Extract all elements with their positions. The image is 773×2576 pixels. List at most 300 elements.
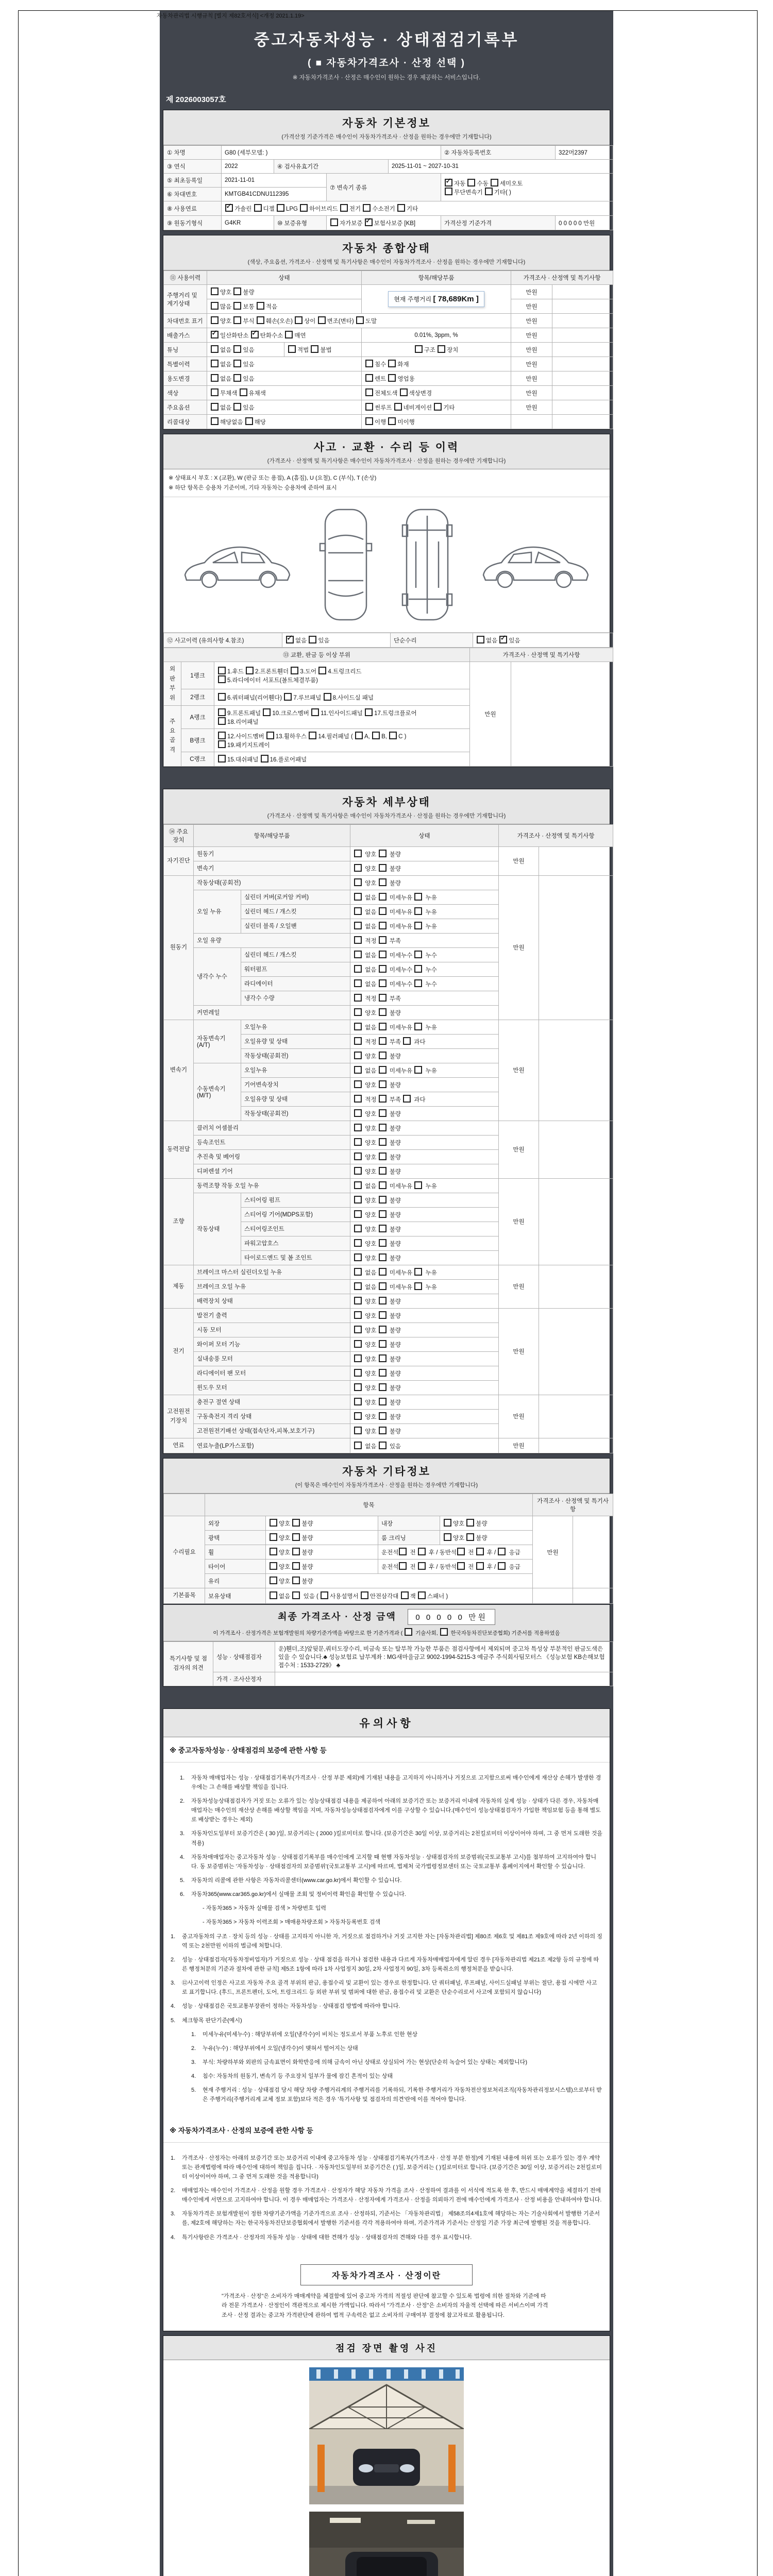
checkbox[interactable] — [309, 636, 316, 643]
checkbox[interactable] — [292, 1577, 300, 1584]
form-cell: 단순수리 — [391, 633, 473, 648]
checkbox[interactable] — [379, 1124, 386, 1131]
form-cell: 색상 — [164, 386, 207, 400]
checkbox[interactable] — [354, 1052, 362, 1059]
checkbox[interactable] — [263, 708, 271, 716]
form-cell: ⑤ 최초등록일 — [164, 174, 222, 188]
checkbox[interactable] — [354, 1153, 362, 1160]
report-subtitle: ( ■ 자동차가격조사 · 산정 선택 ) — [307, 58, 466, 69]
checkbox[interactable] — [354, 1326, 362, 1333]
checkbox[interactable] — [400, 388, 408, 396]
checkbox[interactable] — [379, 1023, 386, 1030]
form-cell: 가격 · 조사산정자 — [213, 1672, 275, 1686]
checkbox[interactable] — [476, 1562, 484, 1570]
checkbox[interactable] — [379, 1311, 386, 1319]
checkbox[interactable] — [414, 1066, 422, 1074]
checkbox[interactable] — [211, 345, 219, 353]
checkbox[interactable] — [379, 1196, 386, 1204]
checkbox[interactable] — [403, 1095, 411, 1103]
checkbox[interactable] — [361, 1591, 368, 1599]
form-cell: 브레이크 마스터 실린더오일 누유 — [194, 1265, 350, 1279]
checkbox[interactable] — [354, 1442, 362, 1449]
checkbox[interactable] — [379, 1052, 386, 1059]
checkbox[interactable] — [466, 1533, 474, 1541]
checkbox[interactable] — [270, 1562, 277, 1570]
checkbox[interactable] — [418, 1548, 426, 1555]
checkbox[interactable] — [379, 1282, 386, 1290]
form-cell: 0 0 0 0 0 만원 — [556, 216, 613, 230]
checkbox[interactable] — [379, 1080, 386, 1088]
form-cell: 스티어링 기어(MDPS포함) — [241, 1207, 350, 1222]
form-cell: 양호 불량 — [350, 1005, 499, 1020]
checkbox[interactable] — [354, 1282, 362, 1290]
checkbox[interactable] — [300, 204, 308, 212]
checkbox[interactable] — [354, 1268, 362, 1276]
checkbox[interactable] — [444, 1519, 451, 1527]
checkbox[interactable] — [394, 403, 402, 411]
checkbox[interactable] — [365, 708, 373, 716]
accident-flag-table — [163, 633, 610, 648]
form-cell: 디퍼렌셜 기어 — [194, 1164, 350, 1178]
checkbox[interactable] — [233, 374, 241, 382]
form-cell: 가격산정 기준가격 — [441, 216, 556, 230]
checkbox[interactable] — [292, 1591, 300, 1599]
checkbox[interactable] — [491, 179, 498, 187]
checkbox[interactable] — [365, 374, 373, 382]
checkbox[interactable] — [354, 893, 362, 901]
checkbox[interactable] — [379, 1297, 386, 1304]
form-cell: 6.쿼터패널(리어휀다) 7.루브패널 8.사이드실 패널 — [214, 689, 470, 705]
checkbox[interactable] — [414, 979, 422, 987]
checkbox[interactable] — [324, 693, 331, 701]
checkbox[interactable] — [354, 922, 362, 929]
section-subtitle: (이 항목은 매수인이 자동차가격조사 · 산정을 원하는 경우에만 기재합니다) — [295, 1482, 478, 1489]
form-cell: 오일 유량 — [194, 933, 350, 947]
section-notices — [163, 1708, 610, 2331]
checkbox[interactable] — [379, 1167, 386, 1175]
form-cell: 타이어 — [205, 1560, 266, 1574]
checkbox[interactable] — [218, 732, 226, 739]
checkbox[interactable] — [354, 1066, 362, 1074]
form-cell: 고전원전기배선 상태(접속단자,피복,보호기구) — [194, 1423, 350, 1438]
form-cell: ✓자동 수동 세미오토 무단변속기 기타( ) — [441, 174, 613, 201]
checkbox[interactable] — [211, 403, 219, 411]
checkbox[interactable] — [211, 302, 219, 310]
form-cell: 냉각수 수량 — [241, 991, 350, 1005]
checkbox[interactable] — [457, 1562, 465, 1570]
checkbox[interactable] — [288, 345, 296, 353]
checkbox[interactable] — [414, 965, 422, 973]
checkbox[interactable] — [270, 1577, 277, 1584]
form-cell: ④ 검사유효기간 — [274, 160, 389, 174]
checkbox[interactable] — [354, 1340, 362, 1348]
checkbox[interactable] — [414, 951, 422, 958]
form-cell: 유리 — [205, 1574, 266, 1588]
photos-title: 점검 장면 촬영 사진 — [163, 2336, 610, 2360]
checkbox[interactable] — [379, 1340, 386, 1348]
checkbox[interactable] — [354, 1037, 362, 1045]
checkbox[interactable] — [354, 878, 362, 886]
checkbox[interactable] — [379, 850, 386, 857]
notice-item — [180, 1797, 602, 1824]
notice-item-number: 2. — [191, 2045, 196, 2052]
checkbox[interactable] — [379, 1066, 386, 1074]
form-cell — [552, 343, 613, 357]
checkbox[interactable] — [354, 979, 362, 987]
checkbox[interactable] — [309, 732, 316, 739]
checkbox[interactable] — [270, 1533, 277, 1541]
checkbox[interactable] — [445, 188, 452, 195]
form-cell — [573, 1588, 613, 1603]
form-cell: ⑫ 사고이력 (유의사항 4.참조) — [164, 633, 282, 648]
checkbox[interactable] — [318, 316, 326, 324]
form-cell: 전기 — [164, 1308, 194, 1395]
checkbox[interactable] — [311, 708, 319, 716]
notice-item — [171, 1932, 602, 1951]
form-cell: 특별이력 — [164, 357, 207, 371]
price-survey-box-title: 자동차가격조사 · 산정이란 — [300, 2264, 473, 2285]
checkbox[interactable] — [414, 893, 422, 901]
checkbox[interactable] — [285, 331, 293, 338]
checkbox[interactable] — [356, 316, 364, 324]
checkbox[interactable] — [403, 1037, 411, 1045]
form-cell: 없음 미세누유 누유 — [350, 904, 499, 919]
checkbox[interactable] — [233, 287, 241, 295]
checkbox[interactable] — [379, 936, 386, 944]
checkbox[interactable] — [233, 345, 241, 353]
checkbox[interactable] — [365, 360, 373, 367]
checkbox[interactable] — [354, 1095, 362, 1103]
checkbox[interactable] — [277, 204, 284, 212]
checkbox[interactable] — [365, 388, 373, 396]
checkbox[interactable] — [354, 1297, 362, 1304]
checkbox[interactable] — [318, 667, 326, 674]
checkbox[interactable] — [414, 922, 422, 929]
form-cell: 수리필요 — [164, 1516, 205, 1588]
checkbox[interactable] — [379, 922, 386, 929]
checkbox[interactable] — [379, 1181, 386, 1189]
checkbox[interactable] — [466, 1519, 474, 1527]
checkbox[interactable] — [354, 1354, 362, 1362]
checkbox[interactable] — [363, 204, 371, 212]
form-cell — [552, 357, 613, 371]
checkbox[interactable] — [354, 1311, 362, 1319]
checkbox[interactable] — [379, 1153, 386, 1160]
checkbox[interactable] — [365, 417, 373, 425]
form-cell: 오일누유 — [241, 1020, 350, 1034]
checkbox[interactable] — [388, 417, 396, 425]
checkbox[interactable] — [218, 708, 226, 716]
form-cell: 실린더 헤드 / 개스킷 — [241, 904, 350, 919]
notice-item-text: 부식: 차량하부와 외판의 금속표면이 화학반응에 의해 금속이 아닌 상태로 상실되어 가는 현상(단순히 녹슬어 있는 상태는 제외합니다) — [203, 2059, 528, 2065]
column-header: 항목/해당부품 — [194, 824, 350, 846]
checkbox[interactable] — [485, 188, 493, 195]
form-cell: 렌트 영업용 — [362, 371, 511, 386]
checkbox-checked[interactable] — [365, 218, 373, 226]
checkbox-checked[interactable] — [499, 636, 507, 643]
checkbox[interactable] — [354, 1210, 362, 1218]
form-cell: ① 차명 — [164, 146, 222, 160]
form-cell: 실린더 커버(로커암 커버) — [241, 890, 350, 904]
column-header: 항목/해당부품 — [362, 271, 511, 285]
notice-item-text: 자동차365(www.car365.go.kr)에서 실매물 조회 및 정비이력 확인을 확인할 수 있습니다. — [191, 1891, 406, 1898]
checkbox[interactable] — [295, 316, 303, 324]
checkbox[interactable] — [354, 1181, 362, 1189]
checkbox[interactable] — [399, 1562, 407, 1570]
form-cell: 양호 불량 — [350, 1193, 499, 1207]
column-header: 가격조사 · 산정액 및 특기사항 — [470, 648, 613, 662]
checkbox[interactable] — [379, 1109, 386, 1117]
form-cell: 오일누유 — [241, 1063, 350, 1077]
form-cell: 조향 — [164, 1178, 194, 1265]
checkbox[interactable] — [354, 850, 362, 857]
checkbox[interactable] — [354, 965, 362, 973]
checkbox[interactable] — [498, 1562, 506, 1570]
checkbox[interactable] — [418, 1562, 426, 1570]
section-other-info — [163, 1458, 610, 1686]
checkbox[interactable] — [233, 403, 241, 411]
notice-item-number: 1. — [171, 2155, 176, 2161]
checkbox[interactable] — [405, 1628, 412, 1636]
checkbox[interactable] — [414, 1023, 422, 1030]
checkbox[interactable] — [379, 1008, 386, 1016]
form-cell: A랭크 — [181, 705, 214, 728]
form-cell: G80 (세부모델: ) — [222, 146, 441, 160]
checkbox[interactable] — [457, 1548, 465, 1555]
form-cell: 연료누출(LP가스포함) — [194, 1438, 350, 1453]
checkbox[interactable] — [261, 755, 268, 762]
checkbox[interactable] — [270, 1519, 277, 1527]
checkbox[interactable] — [476, 1548, 484, 1555]
checkbox[interactable] — [330, 218, 338, 226]
checkbox[interactable] — [354, 1369, 362, 1377]
form-cell: 양호 불량 — [350, 861, 499, 875]
checkbox[interactable] — [415, 345, 423, 353]
checkbox[interactable] — [270, 1548, 277, 1555]
checkbox[interactable] — [354, 864, 362, 872]
checkbox[interactable] — [354, 1253, 362, 1261]
checkbox[interactable] — [379, 979, 386, 987]
checkbox[interactable] — [211, 417, 219, 425]
checkbox[interactable] — [379, 878, 386, 886]
form-cell: 외장 — [205, 1516, 266, 1531]
form-cell: 1랭크 — [181, 662, 214, 689]
checkbox[interactable] — [388, 360, 396, 367]
checkbox[interactable] — [354, 1023, 362, 1030]
checkbox[interactable] — [401, 1591, 409, 1599]
checkbox[interactable] — [379, 1442, 386, 1449]
checkbox[interactable] — [379, 1037, 386, 1045]
checkbox[interactable] — [354, 1196, 362, 1204]
checkbox[interactable] — [218, 740, 226, 748]
checkbox[interactable] — [498, 1548, 506, 1555]
checkbox[interactable] — [218, 693, 226, 701]
checkbox-checked[interactable] — [251, 331, 259, 338]
checkbox[interactable] — [354, 1398, 362, 1405]
checkbox[interactable] — [440, 1628, 448, 1636]
checkbox[interactable] — [354, 994, 362, 1002]
notice-item-text: 중고자동차의 구조 · 장치 등의 성능 · 상태를 고지하지 아니한 자, 거짓으로 점검하거나 거짓 고지한 자는 [자동차관리법] 제80조 제6호 및 제81조 제9호에 따라 2년 이하의 징역 또는 2천만원 이하의 벌금에 처합니다. — [182, 1933, 602, 1949]
accident-parts-table — [163, 648, 610, 767]
checkbox[interactable] — [354, 907, 362, 915]
checkbox[interactable] — [379, 1138, 386, 1146]
checkbox[interactable] — [284, 693, 292, 701]
checkbox[interactable] — [399, 1548, 407, 1555]
checkbox-checked[interactable] — [445, 179, 452, 187]
form-cell: 양호 불량 — [350, 1380, 499, 1395]
checkbox[interactable] — [379, 1239, 386, 1247]
overall-state-table — [163, 270, 610, 429]
checkbox[interactable] — [266, 732, 274, 739]
notice-item — [171, 2209, 602, 2228]
checkbox[interactable] — [240, 388, 247, 396]
form-cell: 적법 불법 — [284, 343, 362, 357]
checkbox[interactable] — [379, 893, 386, 901]
checkbox[interactable] — [354, 1109, 362, 1117]
checkbox[interactable] — [379, 1253, 386, 1261]
checkbox[interactable] — [292, 1548, 300, 1555]
checkbox[interactable] — [246, 667, 254, 674]
checkbox[interactable] — [379, 994, 386, 1002]
checkbox[interactable] — [354, 1138, 362, 1146]
checkbox[interactable] — [379, 907, 386, 915]
notice-item — [191, 2058, 602, 2067]
checkbox[interactable] — [379, 1326, 386, 1333]
checkbox[interactable] — [254, 204, 262, 212]
checkbox[interactable] — [211, 316, 219, 324]
checkbox-checked[interactable] — [211, 331, 219, 338]
form-cell: 만원 — [499, 846, 539, 875]
checkbox[interactable] — [397, 204, 405, 212]
form-cell: 만원 — [511, 299, 552, 314]
checkbox[interactable] — [211, 287, 219, 295]
checkbox[interactable] — [379, 1225, 386, 1232]
checkbox[interactable] — [379, 1398, 386, 1405]
checkbox[interactable] — [233, 302, 241, 310]
checkbox[interactable] — [414, 1282, 422, 1290]
checkbox[interactable] — [414, 907, 422, 915]
checkbox[interactable] — [354, 1167, 362, 1175]
checkbox[interactable] — [379, 1427, 386, 1434]
checkbox[interactable] — [211, 388, 219, 396]
form-cell: 구동축전지 격리 상태 — [194, 1409, 350, 1423]
form-cell: ✓ 가솔린 디젤 LPG 하이브리드 전기 수소전기 기타 — [222, 201, 613, 216]
checkbox[interactable] — [355, 732, 363, 739]
checkbox[interactable] — [414, 1268, 422, 1276]
checkbox[interactable] — [292, 1533, 300, 1541]
form-cell: 특기사항 및 점검자의 의견 — [164, 1641, 213, 1686]
checkbox[interactable] — [388, 374, 396, 382]
checkbox[interactable] — [218, 717, 226, 725]
checkbox[interactable] — [444, 1533, 451, 1541]
form-cell: 제동 — [164, 1265, 194, 1308]
checkbox[interactable] — [292, 1562, 300, 1570]
checkbox[interactable] — [354, 1080, 362, 1088]
checkbox[interactable] — [292, 1519, 300, 1527]
checkbox[interactable] — [379, 1354, 386, 1362]
car-top-diagram — [317, 505, 375, 624]
form-cell: 실린더 헤드 / 개스킷 — [241, 947, 350, 962]
checkbox[interactable] — [379, 864, 386, 872]
checkbox[interactable] — [467, 179, 475, 187]
checkbox[interactable] — [321, 1591, 328, 1599]
checkbox[interactable] — [365, 403, 373, 411]
checkbox[interactable] — [257, 316, 264, 324]
checkbox[interactable] — [379, 965, 386, 973]
checkbox[interactable] — [257, 302, 264, 310]
checkbox[interactable] — [354, 1225, 362, 1232]
checkbox[interactable] — [311, 345, 318, 353]
checkbox[interactable] — [354, 1412, 362, 1420]
column-header: 상태 — [207, 271, 362, 285]
checkbox[interactable] — [379, 1383, 386, 1391]
checkbox[interactable] — [270, 1591, 277, 1599]
form-cell: 자기진단 — [164, 846, 194, 875]
checkbox[interactable] — [354, 1239, 362, 1247]
checkbox[interactable] — [211, 360, 219, 367]
notice-item-text: 자동차성능상태점검자가 거짓 또는 오류가 있는 성능상태점검 내용을 제공하여 아래의 보증기간 또는 보증거리 이내에 자동차의 실제 성능 · 상태가 다른 경우, 자동차매매업자는 매수인의 재산상 손해를 배상할 책임을 지며, 자동차성능상태점검자에게 이를 구상할 수 있습니다.(매수인이 성능상태점검자가 가입한 책임보험 등을 통해 별도로 배상받는 경우는 제외) — [191, 1798, 601, 1823]
form-cell: 주요골격 — [164, 705, 181, 766]
checkbox[interactable] — [291, 667, 298, 674]
checkbox[interactable] — [340, 204, 348, 212]
checkbox[interactable] — [414, 1181, 422, 1189]
form-cell: 타이로드엔드 및 볼 조인트 — [241, 1250, 350, 1265]
checkbox[interactable] — [379, 951, 386, 958]
checkbox-checked[interactable] — [286, 636, 294, 643]
checkbox[interactable] — [211, 374, 219, 382]
section-photos — [163, 2335, 610, 2576]
checkbox[interactable] — [245, 417, 253, 425]
inspection-photo-rear — [309, 2512, 464, 2576]
checkbox[interactable] — [354, 1383, 362, 1391]
checkbox[interactable] — [379, 1210, 386, 1218]
checkbox[interactable] — [354, 936, 362, 944]
checkbox[interactable] — [354, 1124, 362, 1131]
notice-item-number — [191, 1918, 203, 1927]
checkbox[interactable] — [354, 1008, 362, 1016]
checkbox[interactable] — [218, 675, 226, 683]
checkbox[interactable] — [389, 732, 397, 739]
checkbox[interactable] — [434, 403, 442, 411]
form-cell: 배력장치 상태 — [194, 1294, 350, 1308]
checkbox[interactable] — [218, 667, 226, 674]
checkbox[interactable] — [218, 755, 226, 762]
checkbox[interactable] — [477, 636, 484, 643]
form-cell: 만원 — [511, 357, 552, 371]
checkbox[interactable] — [379, 1268, 386, 1276]
checkbox[interactable] — [233, 360, 241, 367]
section-accident-history — [163, 434, 610, 767]
checkbox[interactable] — [379, 1095, 386, 1103]
checkbox[interactable] — [379, 1369, 386, 1377]
column-header: ⑪ 사용이력 — [164, 271, 207, 285]
checkbox[interactable] — [354, 951, 362, 958]
form-cell: 만원 — [499, 875, 539, 1020]
checkbox[interactable] — [418, 1591, 426, 1599]
checkbox[interactable] — [379, 1412, 386, 1420]
checkbox[interactable] — [438, 345, 445, 353]
checkbox-checked[interactable] — [225, 204, 233, 212]
checkbox[interactable] — [354, 1427, 362, 1434]
notice-item-number: 3. — [180, 1831, 185, 1837]
form-cell — [552, 400, 613, 415]
checkbox[interactable] — [372, 732, 380, 739]
car-diagrams — [163, 497, 610, 633]
checkbox[interactable] — [233, 316, 241, 324]
form-cell: 없음 미세누수 누수 — [350, 947, 499, 962]
notice-item-number: 4. — [191, 2073, 196, 2080]
form-cell: 만원 — [499, 1178, 539, 1265]
